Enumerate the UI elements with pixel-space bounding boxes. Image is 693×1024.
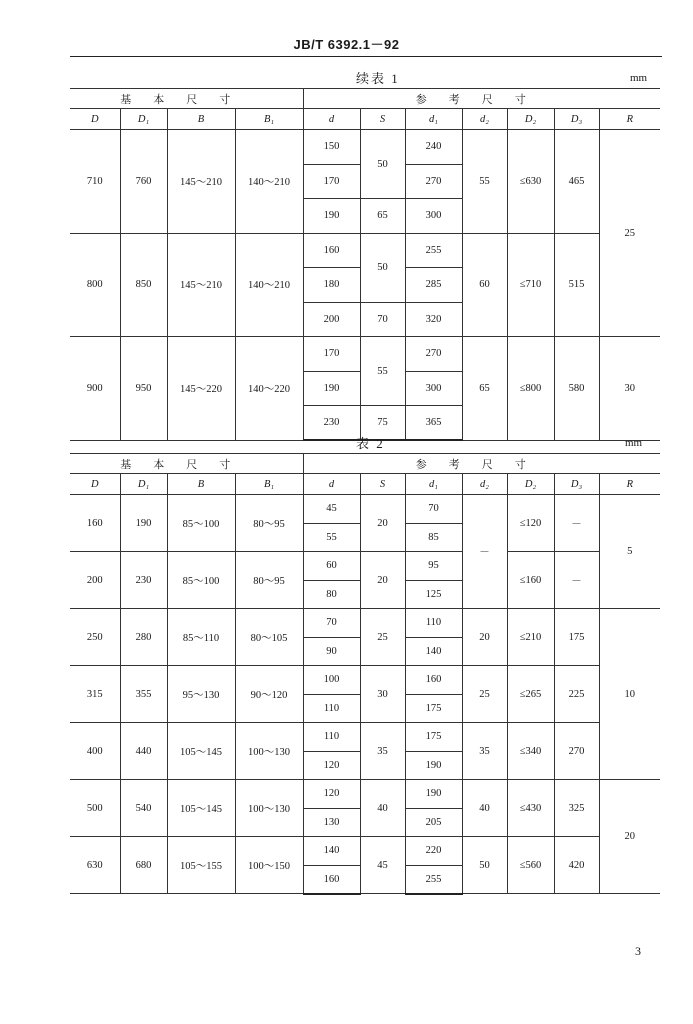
- header-rule: [70, 56, 662, 57]
- cell-d1: 85: [405, 523, 462, 552]
- cell-S: 50: [360, 130, 405, 199]
- column-header: [120, 109, 167, 130]
- cell-B: 145～210: [167, 130, 235, 234]
- column-header: [167, 474, 235, 495]
- cell-D3: －: [554, 495, 599, 552]
- cell-D2: ≤160: [507, 552, 554, 609]
- cell-d2: －: [462, 495, 507, 609]
- column-header-label: B₁: [263, 113, 275, 125]
- column-header-label: B₁: [263, 478, 275, 490]
- cell-D: 500: [70, 780, 120, 837]
- cell-d2: 65: [462, 337, 507, 441]
- table2: [70, 453, 660, 895]
- cell-D: 315: [70, 666, 120, 723]
- cell-S: 20: [360, 552, 405, 609]
- cell-D3: 580: [554, 337, 599, 441]
- cell-d: 120: [303, 751, 360, 780]
- cell-d: 150: [303, 130, 360, 165]
- column-header: [360, 474, 405, 495]
- cell-S: 20: [360, 495, 405, 552]
- cell-B: 85～100: [167, 495, 235, 552]
- cell-D3: 515: [554, 233, 599, 337]
- table1-unit: mm: [630, 72, 648, 84]
- table-row: [70, 233, 660, 268]
- cell-B: 105～155: [167, 837, 235, 894]
- group-header-reference: 参考尺寸: [303, 89, 660, 109]
- cell-d: 130: [303, 808, 360, 837]
- cell-D2: ≤710: [507, 233, 554, 337]
- column-header: [554, 109, 599, 130]
- cell-R: 30: [599, 337, 660, 441]
- cell-d1: 300: [405, 199, 462, 234]
- cell-d1: 365: [405, 406, 462, 441]
- cell-d2: 25: [462, 666, 507, 723]
- cell-B1: 100～130: [235, 780, 303, 837]
- column-header: [507, 474, 554, 495]
- cell-d1: 205: [405, 808, 462, 837]
- page-number: 3: [635, 944, 641, 958]
- cell-D: 710: [70, 130, 120, 234]
- cell-D2: ≤340: [507, 723, 554, 780]
- cell-D1: 680: [120, 837, 167, 894]
- column-header-label: D: [90, 478, 99, 490]
- cell-B1: 140～210: [235, 130, 303, 234]
- cell-d1: 320: [405, 302, 462, 337]
- cell-D2: ≤265: [507, 666, 554, 723]
- cell-D1: 280: [120, 609, 167, 666]
- cell-B1: 80～105: [235, 609, 303, 666]
- table-row: [70, 130, 660, 165]
- cell-D: 800: [70, 233, 120, 337]
- cell-d1: 70: [405, 495, 462, 524]
- cell-d1: 255: [405, 865, 462, 894]
- cell-d2: 50: [462, 837, 507, 894]
- column-header-label: D₃: [570, 113, 583, 125]
- column-header-label: S: [379, 478, 386, 490]
- cell-d1: 140: [405, 637, 462, 666]
- column-header-label: R: [626, 478, 633, 490]
- cell-D3: 225: [554, 666, 599, 723]
- cell-B: 95～130: [167, 666, 235, 723]
- table-row: [70, 666, 660, 695]
- column-header-label: D₁: [137, 478, 150, 490]
- cell-D1: 230: [120, 552, 167, 609]
- cell-D1: 850: [120, 233, 167, 337]
- column-header-label: d₂: [480, 113, 489, 125]
- cell-d: 180: [303, 268, 360, 303]
- cell-d: 120: [303, 780, 360, 809]
- cell-d: 230: [303, 406, 360, 441]
- cell-S: 45: [360, 837, 405, 894]
- cell-B1: 100～130: [235, 723, 303, 780]
- cell-d1: 270: [405, 337, 462, 372]
- cell-d1: 190: [405, 780, 462, 809]
- cell-d1: 190: [405, 751, 462, 780]
- cell-D2: ≤120: [507, 495, 554, 552]
- column-header: [405, 474, 462, 495]
- cell-D2: ≤560: [507, 837, 554, 894]
- cell-S: 55: [360, 337, 405, 406]
- cell-B1: 140～220: [235, 337, 303, 441]
- column-header-label: d₁: [429, 113, 438, 125]
- cell-D2: ≤630: [507, 130, 554, 234]
- column-header: [405, 109, 462, 130]
- cell-S: 35: [360, 723, 405, 780]
- cell-R: 5: [599, 495, 660, 609]
- cell-d: 90: [303, 637, 360, 666]
- column-header-label: d₁: [429, 478, 438, 490]
- cell-d1: 95: [405, 552, 462, 581]
- cell-D: 400: [70, 723, 120, 780]
- column-header: [303, 474, 360, 495]
- cell-d: 190: [303, 371, 360, 406]
- table-row: [70, 837, 660, 866]
- table-row: [70, 780, 660, 809]
- cell-d: 160: [303, 233, 360, 268]
- cell-d: 80: [303, 580, 360, 609]
- column-header: [167, 109, 235, 130]
- cell-d: 60: [303, 552, 360, 581]
- table2-unit: mm: [625, 437, 643, 449]
- cell-D2: ≤800: [507, 337, 554, 441]
- cell-R: 10: [599, 609, 660, 780]
- column-header: [303, 109, 360, 130]
- cell-d1: 160: [405, 666, 462, 695]
- cell-S: 30: [360, 666, 405, 723]
- column-header-label: d: [328, 478, 335, 490]
- cell-D1: 440: [120, 723, 167, 780]
- table1: [70, 88, 660, 441]
- cell-d: 70: [303, 609, 360, 638]
- cell-d1: 175: [405, 694, 462, 723]
- cell-D3: 465: [554, 130, 599, 234]
- table-row: [70, 552, 660, 581]
- cell-d: 160: [303, 865, 360, 894]
- column-header: [599, 474, 660, 495]
- cell-B: 145～210: [167, 233, 235, 337]
- cell-d1: 175: [405, 723, 462, 752]
- cell-d1: 300: [405, 371, 462, 406]
- column-header-label: d₂: [480, 478, 489, 490]
- column-header-label: D₁: [137, 113, 150, 125]
- cell-D1: 540: [120, 780, 167, 837]
- cell-d: 45: [303, 495, 360, 524]
- cell-B1: 140～210: [235, 233, 303, 337]
- cell-B1: 80～95: [235, 495, 303, 552]
- table-row: [70, 609, 660, 638]
- column-header: [360, 109, 405, 130]
- cell-d: 170: [303, 164, 360, 199]
- cell-B: 105～145: [167, 723, 235, 780]
- table2-title: 表 2: [356, 436, 385, 451]
- cell-S: 25: [360, 609, 405, 666]
- cell-D3: 420: [554, 837, 599, 894]
- cell-d1: 240: [405, 130, 462, 165]
- table-row: [70, 495, 660, 524]
- cell-d: 140: [303, 837, 360, 866]
- group-header-basic: 基本尺寸: [70, 454, 303, 474]
- cell-D3: 270: [554, 723, 599, 780]
- cell-B: 85～110: [167, 609, 235, 666]
- column-header-label: D: [90, 113, 99, 125]
- cell-S: 65: [360, 199, 405, 234]
- column-header-label: B: [197, 478, 205, 490]
- cell-R: 25: [599, 130, 660, 337]
- cell-d1: 220: [405, 837, 462, 866]
- cell-D1: 355: [120, 666, 167, 723]
- cell-D: 900: [70, 337, 120, 441]
- cell-d1: 285: [405, 268, 462, 303]
- column-header: [70, 109, 120, 130]
- cell-d1: 125: [405, 580, 462, 609]
- cell-D: 200: [70, 552, 120, 609]
- cell-d: 200: [303, 302, 360, 337]
- cell-S: 70: [360, 302, 405, 337]
- column-header: [235, 109, 303, 130]
- column-header: [599, 109, 660, 130]
- column-header-label: D₂: [524, 478, 537, 490]
- standard-code: JB/T 6392.1－92: [293, 37, 400, 52]
- cell-B: 85～100: [167, 552, 235, 609]
- column-header: [120, 474, 167, 495]
- cell-D1: 950: [120, 337, 167, 441]
- column-header-label: d: [328, 113, 335, 125]
- group-header-reference: 参考尺寸: [303, 454, 660, 474]
- cell-S: 40: [360, 780, 405, 837]
- cell-d2: 55: [462, 130, 507, 234]
- column-header-label: R: [626, 113, 633, 125]
- cell-d2: 35: [462, 723, 507, 780]
- cell-d2: 40: [462, 780, 507, 837]
- cell-d: 110: [303, 723, 360, 752]
- cell-d: 55: [303, 523, 360, 552]
- cell-D: 630: [70, 837, 120, 894]
- cell-S: 50: [360, 233, 405, 302]
- cell-B1: 90～120: [235, 666, 303, 723]
- table-row: [70, 337, 660, 372]
- column-header-label: B: [197, 113, 205, 125]
- cell-D3: 175: [554, 609, 599, 666]
- column-header: [235, 474, 303, 495]
- column-header: [554, 474, 599, 495]
- cell-B: 105～145: [167, 780, 235, 837]
- cell-d: 100: [303, 666, 360, 695]
- cell-d1: 110: [405, 609, 462, 638]
- table1-title: 续表 1: [356, 71, 400, 86]
- cell-d1: 270: [405, 164, 462, 199]
- cell-d2: 60: [462, 233, 507, 337]
- cell-D3: 325: [554, 780, 599, 837]
- cell-D1: 760: [120, 130, 167, 234]
- cell-B1: 100～150: [235, 837, 303, 894]
- cell-d: 190: [303, 199, 360, 234]
- cell-R: 20: [599, 780, 660, 894]
- cell-d: 170: [303, 337, 360, 372]
- column-header-label: D₂: [524, 113, 537, 125]
- column-header: [462, 474, 507, 495]
- cell-B1: 80～95: [235, 552, 303, 609]
- cell-D: 250: [70, 609, 120, 666]
- column-header-label: D₃: [570, 478, 583, 490]
- column-header-label: S: [379, 113, 386, 125]
- column-header: [507, 109, 554, 130]
- cell-d2: 20: [462, 609, 507, 666]
- cell-d1: 255: [405, 233, 462, 268]
- table-row: [70, 723, 660, 752]
- cell-B: 145～220: [167, 337, 235, 441]
- group-header-basic: 基本尺寸: [70, 89, 303, 109]
- cell-D2: ≤430: [507, 780, 554, 837]
- column-header: [462, 109, 507, 130]
- cell-D2: ≤210: [507, 609, 554, 666]
- cell-D: 160: [70, 495, 120, 552]
- column-header: [70, 474, 120, 495]
- cell-d: 110: [303, 694, 360, 723]
- cell-S: 75: [360, 406, 405, 441]
- cell-D1: 190: [120, 495, 167, 552]
- cell-D3: －: [554, 552, 599, 609]
